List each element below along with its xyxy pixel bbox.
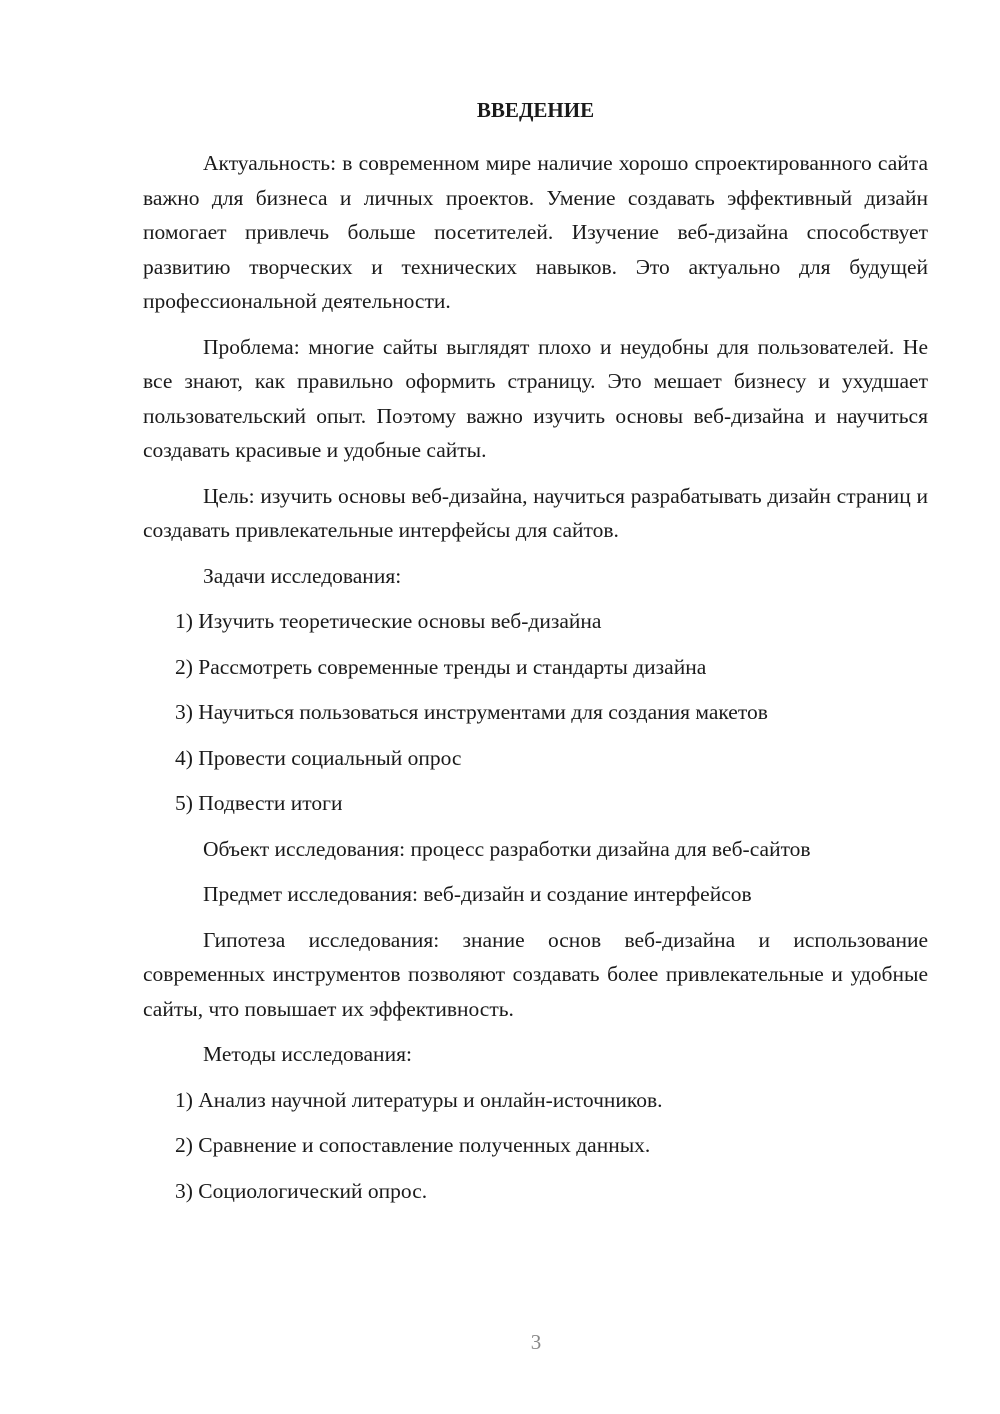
hypothesis-paragraph: Гипотеза исследования: знание основ веб-дизайна и использование современных инструментов позволяют создавать более привлекательные и удобные сайты, что повышает их эффективность. bbox=[143, 927, 928, 1021]
task-item: 4) Провести социальный опрос bbox=[175, 745, 462, 770]
page-title: ВВЕДЕНИЕ bbox=[476, 98, 595, 122]
method-item: 2) Сравнение и сопоставление полученных данных. bbox=[175, 1133, 651, 1157]
task-item: 5) Подвести итоги bbox=[175, 791, 343, 815]
subject-paragraph: Предмет исследования: веб-дизайн и создание интерфейсов bbox=[203, 882, 752, 906]
problem-paragraph: Проблема: многие сайты выглядят плохо и неудобны для пользователей. Не все знают, как правильно оформить страницу. Это мешает бизнесу и ухудшает пользовательский опыт. Поэтому важно изучить основы веб-дизайна и научиться создавать красивые и удобные сайты. bbox=[143, 334, 928, 462]
methods-list bbox=[143, 1083, 928, 1209]
tasks-list bbox=[143, 604, 928, 821]
page-content bbox=[143, 93, 928, 1219]
method-item: 3) Социологический опрос. bbox=[175, 1178, 428, 1203]
task-item: 1) Изучить теоретические основы веб-дизайна bbox=[175, 609, 602, 633]
methods-heading: Методы исследования: bbox=[203, 1042, 412, 1066]
task-item: 3) Научиться пользоваться инструментами для создания макетов bbox=[175, 700, 768, 724]
object-paragraph: Объект исследования: процесс разработки дизайна для веб-сайтов bbox=[203, 836, 811, 861]
method-item: 1) Анализ научной литературы и онлайн-источников. bbox=[175, 1087, 663, 1112]
goal-paragraph: Цель: изучить основы веб-дизайна, научиться разрабатывать дизайн страниц и создавать привлекательные интерфейсы для сайтов. bbox=[143, 483, 928, 542]
relevance-paragraph: Актуальность: в современном мире наличие хорошо спроектированного сайта важно для бизнеса и личных проектов. Умение создавать эффективный дизайн помогает привлечь больше посетителей. Изучение веб-дизайна способствует развитию творческих и технических навыков. Это актуально для будущей профессиональной деятельности. bbox=[143, 151, 928, 313]
tasks-heading: Задачи исследования: bbox=[203, 563, 402, 588]
page-number: 3 bbox=[530, 1330, 542, 1354]
task-item: 2) Рассмотреть современные тренды и стандарты дизайна bbox=[175, 654, 707, 679]
